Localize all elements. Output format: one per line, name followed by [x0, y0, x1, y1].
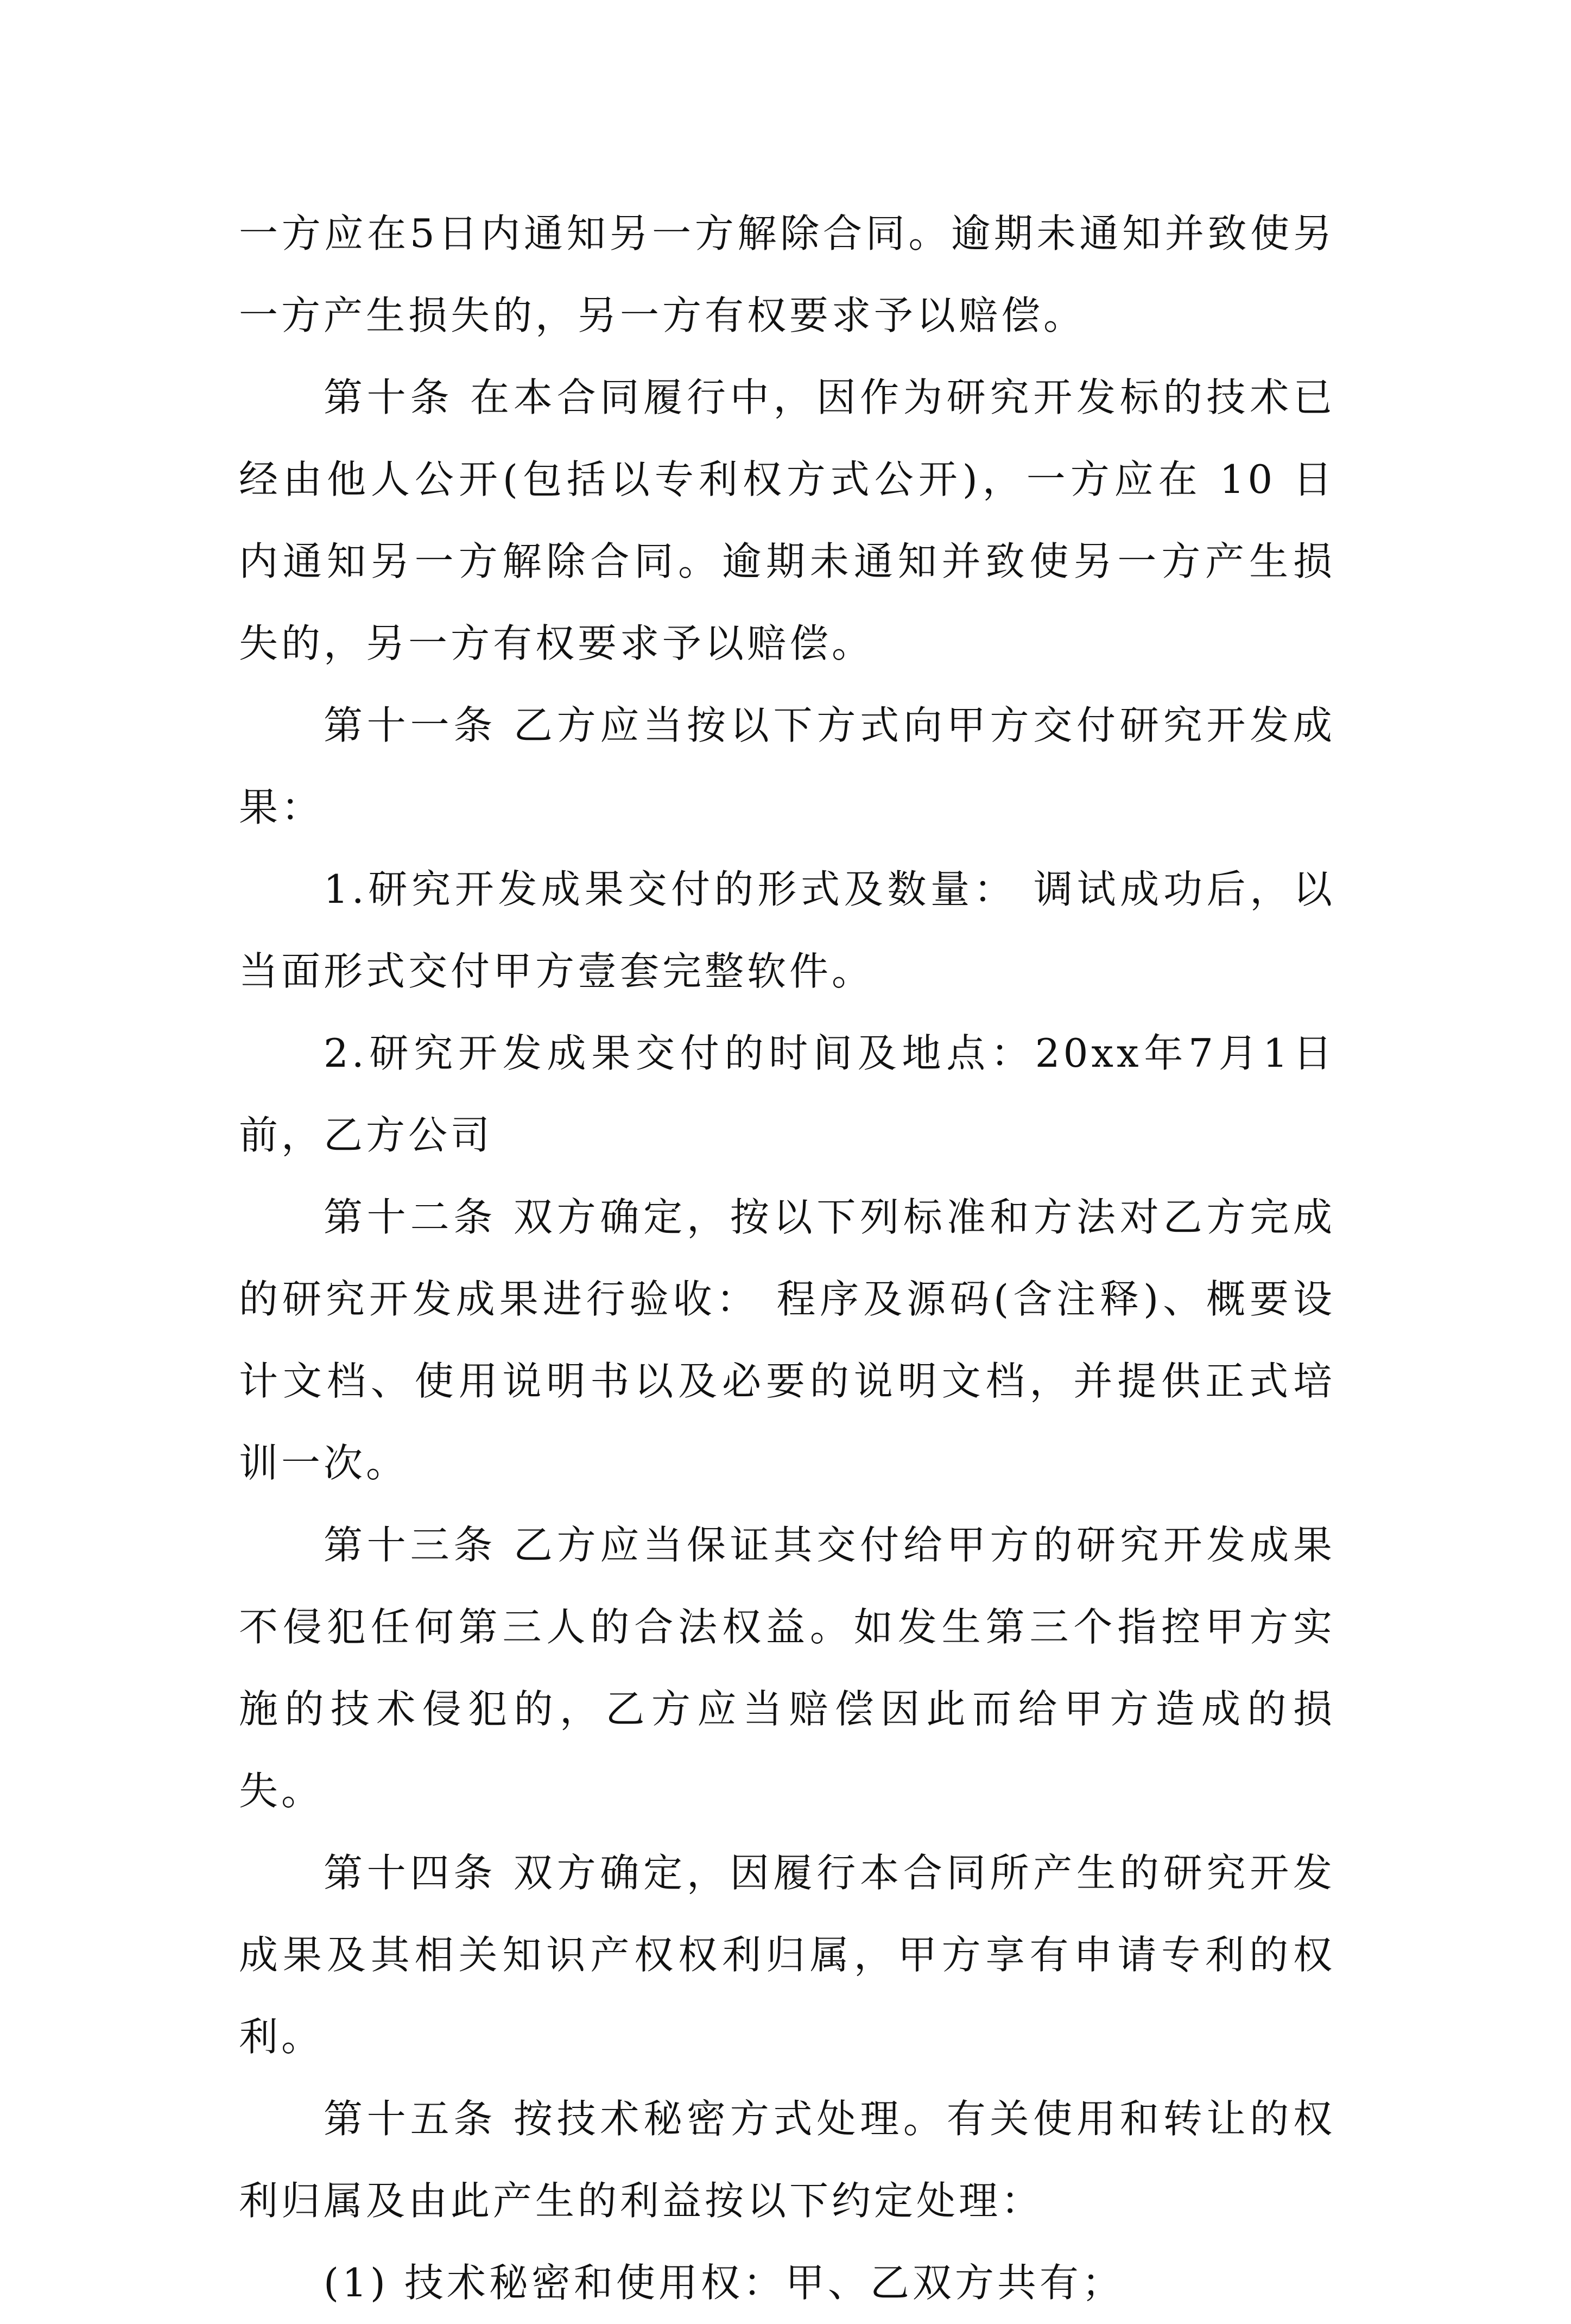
- paragraph-article-13: 第十三条 乙方应当保证其交付给甲方的研究开发成果不侵犯任何第三人的合法权益。如发生第三个指控甲方实施的技术侵犯的，乙方应当赔偿因此而给甲方造成的损失。: [239, 1522, 1335, 1814]
- paragraph-item-1: 1.研究开发成果交付的形式及数量： 调试成功后，以当面形式交付甲方壹套完整软件。: [239, 866, 1335, 994]
- document-body: [239, 193, 1335, 2324]
- paragraph-continuation: 一方应在5日内通知另一方解除合同。逾期未通知并致使另一方产生损失的，另一方有权要求予以赔偿。: [239, 211, 1335, 338]
- paragraph-article-14: 第十四条 双方确定，因履行本合同所产生的研究开发成果及其相关知识产权权利归属，甲方享有申请专利的权利。: [239, 1850, 1335, 2060]
- paragraph-sub-item-1: (1) 技术秘密和使用权：甲、乙双方共有；: [324, 2260, 1124, 2306]
- paragraph-item-2: 2.研究开发成果交付的时间及地点：20xx年7月1日前，乙方公司: [239, 1030, 1335, 1158]
- paragraph-article-11: 第十一条 乙方应当按以下方式向甲方交付研究开发成果：: [239, 702, 1335, 830]
- paragraph-article-12: 第十二条 双方确定，按以下列标准和方法对乙方完成的研究开发成果进行验收： 程序及源码(含注释)、概要设计文档、使用说明书以及必要的说明文档，并提供正式培训一次。: [239, 1194, 1335, 1486]
- paragraph-article-10: 第十条 在本合同履行中，因作为研究开发标的技术已经由他人公开(包括以专利权方式公开)，一方应在 10 日内通知另一方解除合同。逾期未通知并致使另一方产生损失的，另一方有权要求予以赔偿。: [239, 375, 1335, 666]
- paragraph-article-15: 第十五条 按技术秘密方式处理。有关使用和转让的权利归属及由此产生的利益按以下约定处理：: [239, 2096, 1335, 2224]
